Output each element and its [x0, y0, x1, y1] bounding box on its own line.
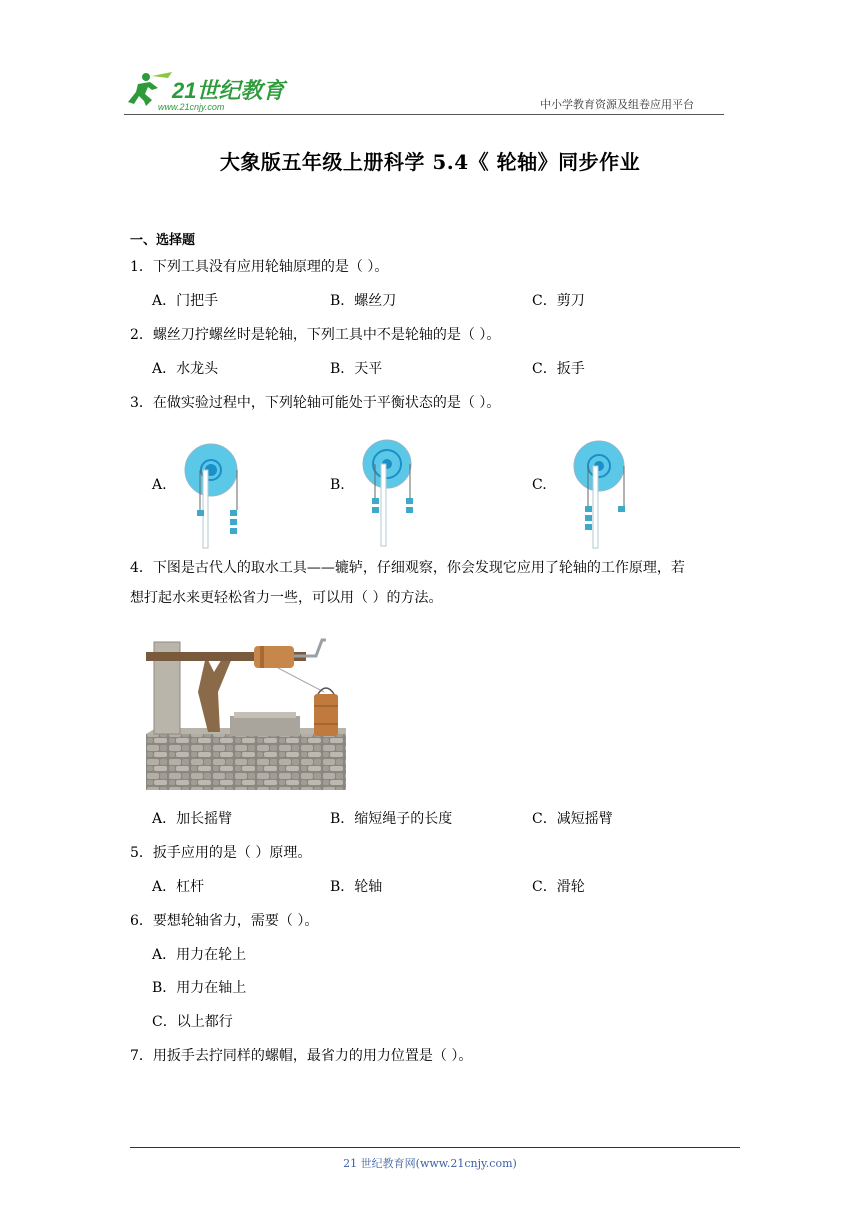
logo-url: www.21cnjy.com: [158, 102, 225, 112]
section-heading: 一、选择题: [130, 233, 196, 248]
site-logo: [124, 68, 294, 116]
q6-option-c[interactable]: C．以上都行: [152, 1014, 233, 1030]
q2-option-a[interactable]: A．水龙头: [152, 361, 219, 377]
page-title: 大象版五年级上册科学 5.4《 轮轴》同步作业: [219, 150, 641, 174]
q5-option-a[interactable]: A．杠杆: [152, 879, 205, 895]
q1-option-c[interactable]: C．剪刀: [532, 293, 585, 309]
q4-option-b[interactable]: B．缩短绳子的长度: [330, 811, 453, 827]
q2-option-b[interactable]: B．天平: [330, 361, 383, 377]
wheel-axle-diagram-b: [360, 436, 416, 548]
wheel-axle-diagram-a: [184, 440, 240, 552]
q3-option-b[interactable]: B.: [330, 477, 345, 493]
logo-text: 21世纪教育: [172, 78, 285, 103]
question-1: 1．下列工具没有应用轮轴原理的是（ ）。: [130, 259, 389, 275]
q1-option-a[interactable]: A．门把手: [152, 293, 219, 309]
footer-divider: [130, 1147, 740, 1148]
footer-text[interactable]: 21 世纪教育网(www.21cnjy.com): [343, 1157, 517, 1170]
question-7: 7．用扳手去拧同样的螺帽，最省力的用力位置是（ ）。: [130, 1048, 473, 1064]
question-4-line-1: 4．下图是古代人的取水工具——辘轳，仔细观察，你会发现它应用了轮轴的工作原理，若: [130, 560, 685, 576]
question-4: [130, 553, 740, 613]
question-6: 6．要想轮轴省力，需要（ ）。: [130, 913, 319, 929]
header-divider: [124, 114, 724, 115]
q4-option-c[interactable]: C．减短摇臂: [532, 811, 613, 827]
q4-option-a[interactable]: A．加长摇臂: [152, 811, 233, 827]
windlass-well-illustration: [146, 632, 346, 790]
wheel-axle-diagram-c: [572, 438, 632, 550]
question-5: 5．扳手应用的是（ ）原理。: [130, 845, 312, 861]
q3-option-a[interactable]: A.: [152, 477, 167, 493]
q5-option-b[interactable]: B．轮轴: [330, 879, 383, 895]
platform-label: 中小学教育资源及组卷应用平台: [540, 98, 694, 111]
q2-option-c[interactable]: C．扳手: [532, 361, 585, 377]
question-3: 3．在做实验过程中，下列轮轴可能处于平衡状态的是（ ）。: [130, 395, 501, 411]
q1-option-b[interactable]: B．螺丝刀: [330, 293, 397, 309]
question-4-line-2: 想打起水来更轻松省力一些，可以用（ ）的方法。: [130, 590, 443, 606]
q5-option-c[interactable]: C．滑轮: [532, 879, 585, 895]
q3-option-c[interactable]: C.: [532, 477, 547, 493]
q6-option-a[interactable]: A．用力在轮上: [152, 947, 247, 963]
question-2: 2．螺丝刀拧螺丝时是轮轴，下列工具中不是轮轴的是（ ）。: [130, 327, 501, 343]
q6-option-b[interactable]: B．用力在轴上: [152, 980, 247, 996]
